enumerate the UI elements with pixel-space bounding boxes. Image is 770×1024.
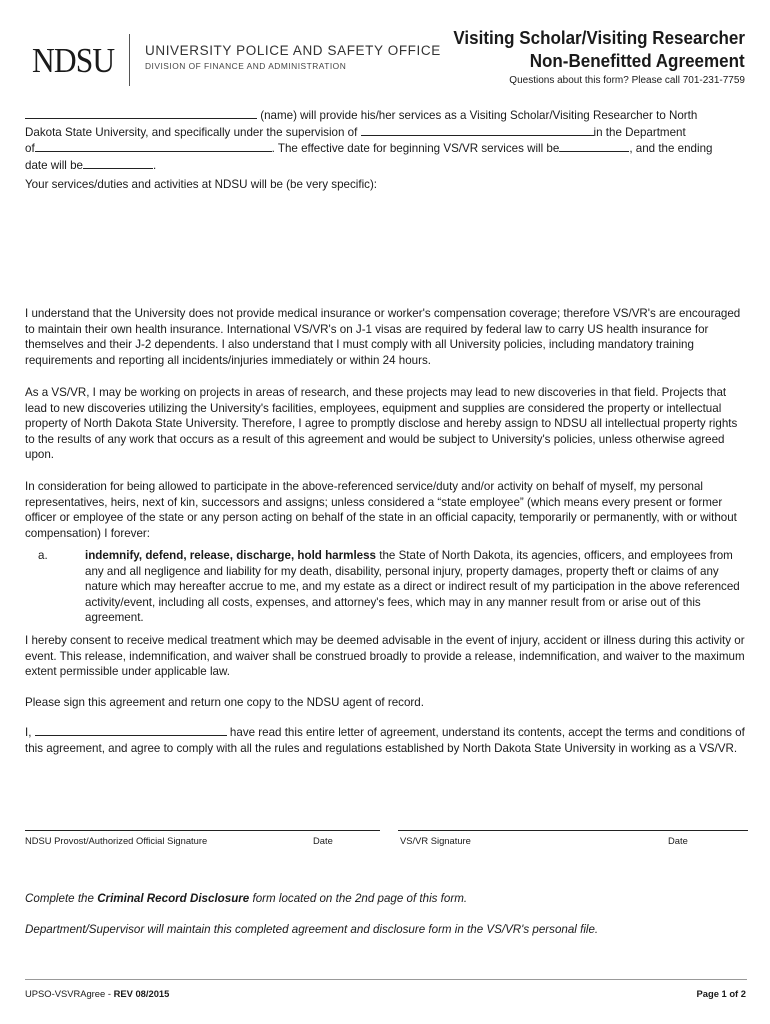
crd-text-b: form located on the 2nd page of this form. [249, 892, 468, 905]
acknowledger-name-field[interactable] [35, 724, 227, 736]
crd-bold-text: Criminal Record Disclosure [97, 892, 250, 905]
item-text [85, 548, 747, 626]
intro-text-a: (name) will provide his/her services as a Visiting Scholar/Visiting Researcher to North [260, 109, 698, 122]
intro-text-d: of [25, 142, 35, 156]
intro-line-2 [25, 124, 747, 141]
duties-area[interactable] [25, 195, 747, 303]
intro-line-4 [25, 157, 747, 174]
insurance-paragraph: I understand that the University does not provide medical insurance or worker's compensation coverage; therefore VS/VR's are encouraged to maintain their own health insurance. International VS/VR's on J-1 visas are required by federal law to carry US health insurance for themselves and their J-2 dependents. I also understand that I must comply with all University policies, including mandatory training requirements and reporting all incidents/injuries immediately or within 24 hours. [25, 307, 741, 367]
form-revision: REV 08/2015 [113, 988, 170, 999]
vsvr-signature-label: VS/VR Signature [400, 835, 471, 846]
item-rest-text: the State of North Dakota, its agencies, officers, and employees from any and all negligence and liability for my death, disability, personal injury, property damages, property theft or claims of any nature which may hereafter accrue to me, and my estate as a direct or indirect result of my participation in the above referenced activity/event, including all costs, expenses, and attorney's fees, which may in any manner result from or arise out of this agreement. [85, 549, 740, 625]
form-id-text: UPSO-VSVRAgree - [25, 988, 114, 999]
intro-line-1 [25, 107, 747, 124]
division-name: DIVISION OF FINANCE AND ADMINISTRATION [145, 61, 347, 71]
ndsu-date-label: Date [313, 835, 333, 846]
start-date-field[interactable] [559, 140, 629, 152]
criminal-record-note [25, 891, 747, 907]
form-title-line1: Visiting Scholar/Visiting Researcher [453, 27, 745, 48]
intro-text-f: , and the ending [629, 142, 713, 156]
intro-line-3 [25, 140, 747, 157]
item-bold-text: indemnify, defend, release, discharge, hold harmless [85, 549, 377, 562]
item-marker: a. [38, 549, 48, 562]
ack-text-b: have read this entire letter of agreement, understand its contents, accept the terms and conditions of this agreement, and agree to comply with all the rules and regulations established by North Dakota State University in working as a VS/VR. [25, 726, 745, 755]
intro-text-c: in the Department [593, 125, 686, 139]
form-title-line2: Non-Benefitted Agreement [530, 50, 745, 71]
sign-instruction: Please sign this agreement and return one copy to the NDSU agent of record. [25, 696, 424, 709]
crd-text-a: Complete the [25, 892, 98, 905]
vsvr-signature-line[interactable] [398, 830, 748, 831]
name-field[interactable] [25, 107, 257, 119]
supervisor-field[interactable] [361, 124, 594, 136]
logo-divider [129, 34, 130, 86]
duties-prompt: Your services/duties and activities at NDSU will be (be very specific): [25, 178, 378, 191]
ack-text-a: I, [25, 726, 32, 739]
acknowledgment-paragraph [25, 724, 747, 756]
department-field[interactable] [35, 140, 272, 152]
indemnify-item [25, 548, 747, 628]
form-id [25, 988, 169, 999]
intro-text-b: Dakota State University, and specifically under the supervision of [25, 125, 358, 139]
intro-text-e: . The effective date for beginning VS/VR services will be [271, 142, 560, 156]
consideration-paragraph: In consideration for being allowed to participate in the above-referenced service/duty and/or activity on behalf of myself, my personal representatives, heirs, next of kin, successors and assigns; unless considered a “state employee” (which means every present or former officer or employee of the state or any person acting on behalf of the state in an official capacity, temporarily or permanently, with or without compensation) I forever: [25, 480, 737, 540]
ip-paragraph: As a VS/VR, I may be working on projects in areas of research, and these projects may lead to new discoveries in that field. Projects that lead to new discoveries utilizing the University's facilities, employees, equipment and supplies are considered the property or intellectual property of North Dakota State University. Therefore, I agree to promptly disclose and hereby assign to NDSU all intellectual property rights to the results of any work that occurs as a result of this agreement and would be subject to University's policies, unless otherwise agreed upon. [25, 386, 738, 462]
consent-paragraph: I hereby consent to receive medical treatment which may be deemed advisable in the event of injury, accident or illness during this activity or event. This release, indemnification, and waiver shall be construed broadly to provide a release, indemnification, and waiver to the maximum extent permissible under applicable law. [25, 634, 745, 679]
end-date-field[interactable] [83, 157, 153, 169]
ndsu-signature-line[interactable] [25, 830, 380, 831]
intro-text-h: . [153, 158, 157, 172]
ndsu-logo: NDSU [32, 41, 115, 80]
ndsu-signature-label: NDSU Provost/Authorized Official Signature [25, 835, 208, 846]
maintain-note: Department/Supervisor will maintain this completed agreement and disclosure form in the VS/VR's personal file. [25, 923, 599, 936]
vsvr-date-label: Date [668, 835, 688, 846]
questions-contact: Questions about this form? Please call 701-231-7759 [509, 75, 745, 86]
office-name: UNIVERSITY POLICE AND SAFETY OFFICE [145, 43, 441, 58]
footer-divider [25, 979, 747, 980]
page-number: Page 1 of 2 [696, 988, 746, 999]
intro-text-g: date will be [25, 158, 84, 172]
intro-paragraph [25, 107, 747, 173]
